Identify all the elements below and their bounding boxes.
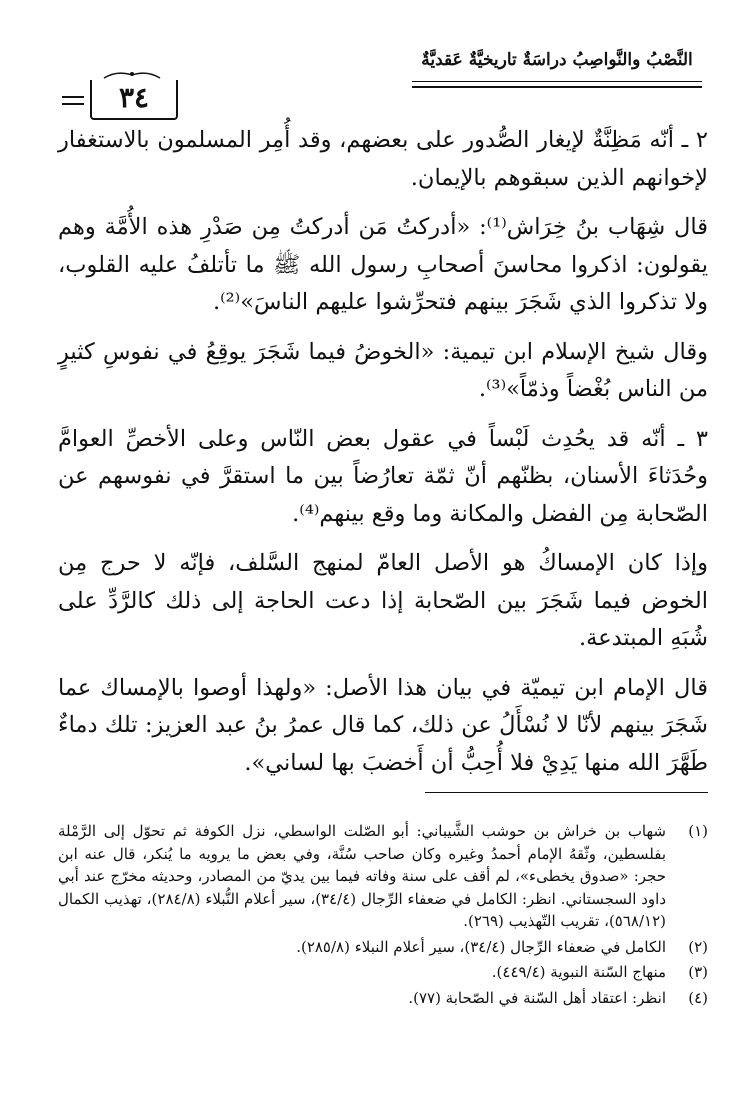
paragraph: ٣ ـ أنّه قد يحُدِث لَبْساً في عقول بعض النّاس وعلى الأخصِّ العوامَّ وحُدَثاءَ الأسنان، بظنّهم أنّ ثمّة تعارُضاً بين ما استقرَّ في نفوسهم عن الصّحابة مِن الفضل والمكانة وما وقع بينهم⁽⁴⁾. [58, 425, 708, 527]
footnote [58, 820, 708, 933]
footnote-number: (٣) [688, 963, 708, 981]
footnote-text: انظر: اعتقاد أهل السّنة في الصّحابة (٧٧). [408, 988, 666, 1007]
running-title: النَّصْبُ والنَّواصِبُ دراسَةٌ تاريخيَّةٌ عَقديَّةٌ [421, 50, 693, 70]
footnote-number: (٢) [688, 937, 708, 956]
footnote-text: منهاج السّنة النبوية (٤٤٩/٤). [491, 963, 666, 981]
page-header [62, 44, 702, 120]
footnote-number: (١) [688, 822, 708, 840]
paragraph: قال شِهَاب بنُ خِرَاش⁽¹⁾: «أدركتُ مَن أدركتُ مِن صَدْرِ هذه الأُمَّة وهم يقولون: اذكروا محاسنَ أصحابِ رسول الله ﷺ ما تأتلفُ عليه القلوب، ولا تذكروا الذي شَجَرَ بينهم فتحرِّشوا عليهم الناسَ»⁽²⁾. [58, 214, 708, 315]
paragraph: وقال شيخ الإسلام ابن تيمية: «الخوضُ فيما شَجَرَ يوقِعُ في نفوسِ كثيرٍ من الناس بُغْضاً وذمّاً»⁽³⁾. [58, 338, 708, 402]
footnote-number: (٤) [688, 988, 708, 1007]
footnote-separator [425, 792, 708, 793]
footnote [58, 987, 708, 1010]
footnote [58, 961, 708, 984]
footnote [58, 936, 708, 959]
footnote-text: شهاب بن خراش بن حوشب الشَّيباني: أبو الصّلت الواسطي، نزل الكوفة ثم تحوّل إلى الرَّمْلة بفلسطين، وثّقهُ الإمام أحمدُ وغيره وكان صاحب سُنَّة، وفي بعض ما يرويه ما يُنكر، قال عنه ابن حجر: «صدوق يخطىء»، لم أقف على سنة وفاته فيما بين يديّ من المصادر، وحديثه مخرّج عند أبي داود السجستاني. انظر: الكامل في ضعفاء الرِّجال (٣٤/٤)، سير أعلام النُّبلاء (٢٨٤/٨)، تهذيب الكمال (٥٦٨/١٢)، تقريب التّهذيب (٢٦٩). [58, 822, 666, 930]
main-text [58, 122, 708, 794]
footnotes [58, 820, 708, 1012]
ornament-icon [102, 70, 162, 80]
header-dash-lines [62, 96, 84, 108]
paragraph: وإذا كان الإمساكُ هو الأصل العامّ لمنهج السَّلف، فإنّه لا حرج مِن الخوض فيما شَجَرَ بين الصّحابة إذا دعت الحاجة إلى ذلك كالرَّدِّ على شُبَهِ المبتدعة. [58, 550, 708, 651]
page-number: ٣٤ [90, 80, 178, 120]
paragraph: قال الإمام ابن تيميّة في بيان هذا الأصل: «ولهذا أوصوا بالإمساك عما شَجَرَ بينهم لأنّا لا نُسْأَلُ عن ذلك، كما قال عمرُ بنُ عبد العزيز: تلك دماءٌ طَهَّرَ الله منها يَدِيْ فلا أُحِبُّ أن أَخضبَ بها لساني». [58, 674, 708, 776]
header-rule [412, 81, 702, 88]
footnote-text: الكامل في ضعفاء الرِّجال (٣٤/٤)، سير أعلام النبلاء (٢٨٥/٨). [296, 937, 666, 956]
paragraph: ٢ ـ أنّه مَظِنَّةٌ لإيغار الصُّدور على بعضهم، وقد أُمِر المسلمون بالاستغفار لإخوانهم الذين سبقوهم بالإيمان. [58, 127, 708, 191]
